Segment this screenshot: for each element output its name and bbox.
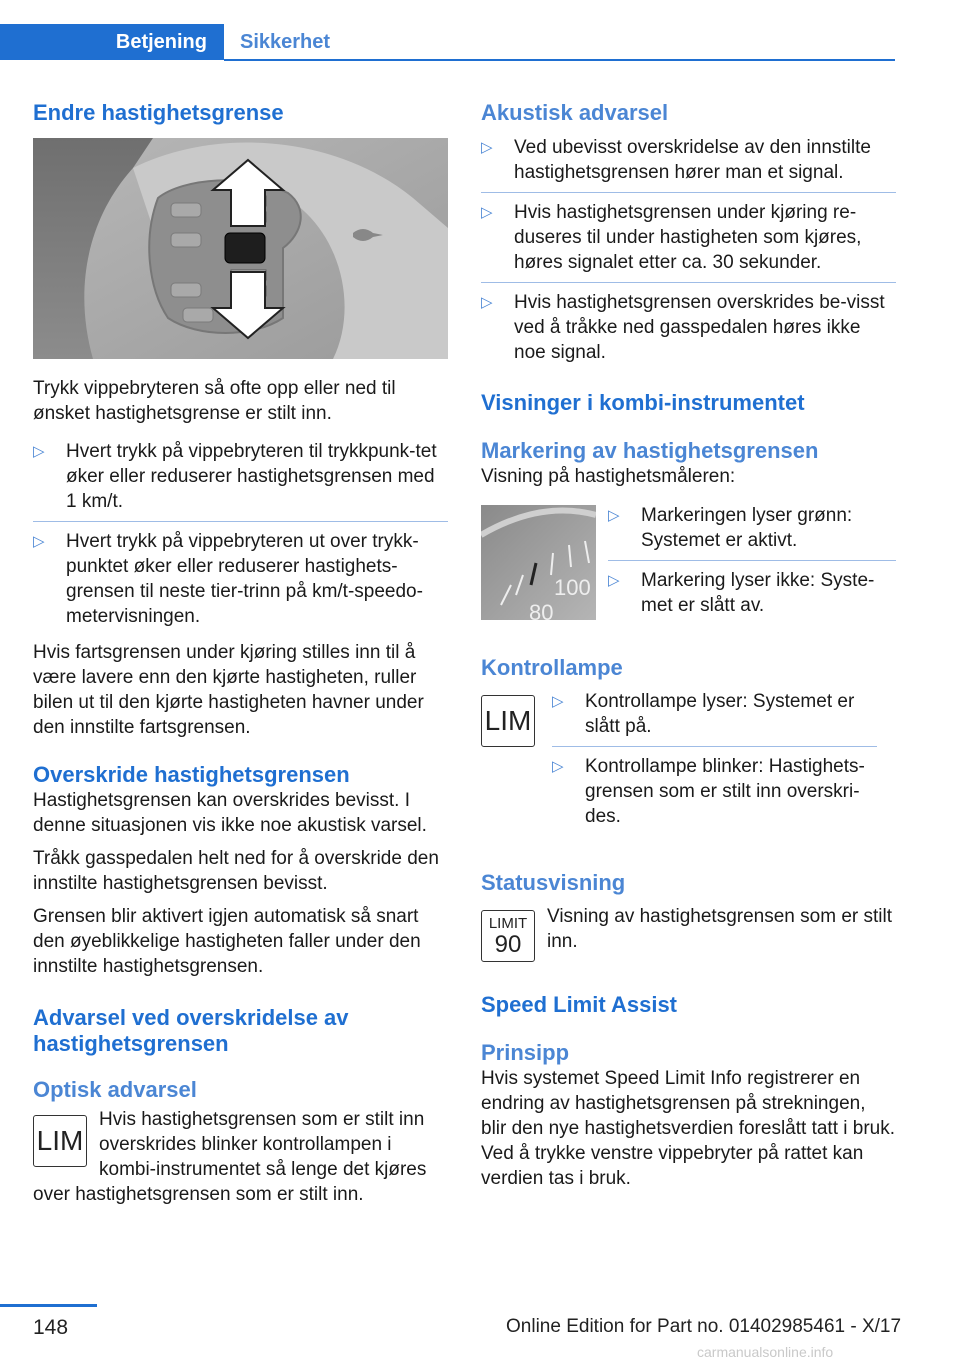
steering-wheel-illustration <box>33 138 448 359</box>
watermark: carmanualsonline.info <box>697 1344 834 1360</box>
heading-overskride: Overskride hastighetsgrensen <box>33 762 350 787</box>
text-fartsgrense: Hvis fartsgrensen under kjøring stilles inn til å være lavere enn den kjørte hastigheten, ruller bilen ut til den kjørte hastigheten havner under den innstilte fartsgrensen. <box>33 642 424 738</box>
text-trykk: Trykk vippebryteren så ofte opp eller ned til ønsket hastighetsgrense er stilt inn. <box>33 378 396 424</box>
heading-visninger: Visninger i kombi-instrumentet <box>481 390 805 415</box>
heading-optisk: Optisk advarsel <box>33 1077 197 1102</box>
text-overskride-3: Grensen blir aktivert igjen automatisk så snart den øyeblikkelige hastigheten faller under den innstilte hastighetsgrensen. <box>33 906 421 977</box>
optisk-block <box>33 1107 448 1207</box>
list-akustisk <box>481 128 896 372</box>
triangle-bullet-icon: ▷ <box>481 294 493 311</box>
lim-indicator-icon: LIM <box>33 1115 87 1167</box>
triangle-bullet-icon: ▷ <box>608 572 620 589</box>
footer-rule <box>0 1304 97 1307</box>
heading-speed-limit-assist: Speed Limit Assist <box>481 992 678 1017</box>
tab-rule <box>224 59 895 61</box>
page-number: 148 <box>33 1316 69 1339</box>
triangle-bullet-icon: ▷ <box>33 533 45 550</box>
list-item: ▷ Markeringen lyser grønn: Systemet er aktivt. <box>608 496 896 561</box>
text-visning: Visning på hastighetsmåleren: <box>481 466 736 487</box>
triangle-bullet-icon: ▷ <box>481 204 493 221</box>
text-overskride-1: Hastighetsgrensen kan overskrides bevisst. I denne situasjonen vis ikke noe akustisk varsel. <box>33 790 427 836</box>
list-item: ▷ Ved ubevisst overskridelse av den innstilte hastighetsgrensen hører man et signal. <box>481 128 896 193</box>
heading-kontrollampe: Kontrollampe <box>481 655 623 680</box>
triangle-bullet-icon: ▷ <box>552 758 564 775</box>
limit-90-indicator-icon: LIMIT 90 <box>481 910 535 962</box>
list-kontrollampe <box>552 682 877 836</box>
heading-advarsel: Advarsel ved overskridelse av hastighetsgrensen <box>33 1005 349 1056</box>
tab-sikkerhet[interactable]: Sikkerhet <box>240 31 331 53</box>
list-item: ▷ Kontrollampe blinker: Hastighets-grensen som er stilt inn overskri-des. <box>552 756 865 827</box>
statusvisning-block <box>481 904 896 962</box>
text-statusvisning: Visning av hastighetsgrensen som er stilt inn. <box>547 906 892 952</box>
list-markering <box>608 496 896 625</box>
heading-statusvisning: Statusvisning <box>481 870 626 895</box>
triangle-bullet-icon: ▷ <box>608 507 620 524</box>
list-item: ▷ Hvis hastighetsgrensen under kjøring re-duseres til under hastigheten som kjøres, høres signalet etter ca. 30 sekunder. <box>481 193 896 283</box>
heading-markering: Markering av hastighetsgrensen <box>481 438 819 463</box>
heading-endre-hastighetsgrense: Endre hastighetsgrense <box>33 100 284 125</box>
lim-indicator-icon: LIM <box>481 695 535 747</box>
edition-note: Online Edition for Part no. 01402985461 - X/17 <box>506 1316 902 1337</box>
heading-akustisk: Akustisk advarsel <box>481 100 669 125</box>
left-column <box>33 100 448 1207</box>
markering-block <box>481 503 896 625</box>
text-prinsipp: Hvis systemet Speed Limit Info registrerer en endring av hastighetsgrensen på strekningen, blir den nye hastighetsverdien foreslått tatt i bruk. Ved å trykke venstre vippebryter på rattet kan verdien tas i bruk. <box>481 1068 896 1189</box>
triangle-bullet-icon: ▷ <box>481 139 493 156</box>
list-item: ▷ Hvert trykk på vippebryteren til trykkpunk-tet øker eller reduserer hastighetsgrensen med 1 km/t. <box>33 432 448 522</box>
list-item: ▷ Kontrollampe lyser: Systemet er slått på. <box>552 682 877 747</box>
speedo-label-100: 100 <box>554 575 591 600</box>
list-item: ▷ Hvis hastighetsgrensen overskrides be-visst ved å tråkke ned gasspedalen høres ikke noe signal. <box>481 292 885 363</box>
triangle-bullet-icon: ▷ <box>33 443 45 460</box>
text-optisk: Hvis hastighetsgrensen som er stilt inn overskrides blinker kontrollampen i kombi-instrumentet så lenge det kjøres over hastighetsgrensen som er stilt inn. <box>33 1109 427 1205</box>
list-item: ▷ Markering lyser ikke: Syste-met er slått av. <box>608 570 875 616</box>
list-item: ▷ Hvert trykk på vippebryteren ut over trykk-punktet øker eller reduserer hastighets-grensen til neste tier-trinn på km/t-speedo-metervisningen. <box>33 531 423 627</box>
speedometer-illustration <box>481 505 596 620</box>
speedo-label-80: 80 <box>529 600 554 620</box>
list-trykk <box>33 432 448 636</box>
header-tabs <box>0 24 895 62</box>
right-column <box>481 100 896 1191</box>
triangle-bullet-icon: ▷ <box>552 693 564 710</box>
heading-prinsipp: Prinsipp <box>481 1040 570 1065</box>
text-overskride-2: Tråkk gasspedalen helt ned for å overskride den innstilte hastighetsgrensen bevisst. <box>33 848 439 894</box>
tab-betjening[interactable]: Betjening <box>0 24 224 60</box>
kontrollampe-block <box>481 689 896 836</box>
